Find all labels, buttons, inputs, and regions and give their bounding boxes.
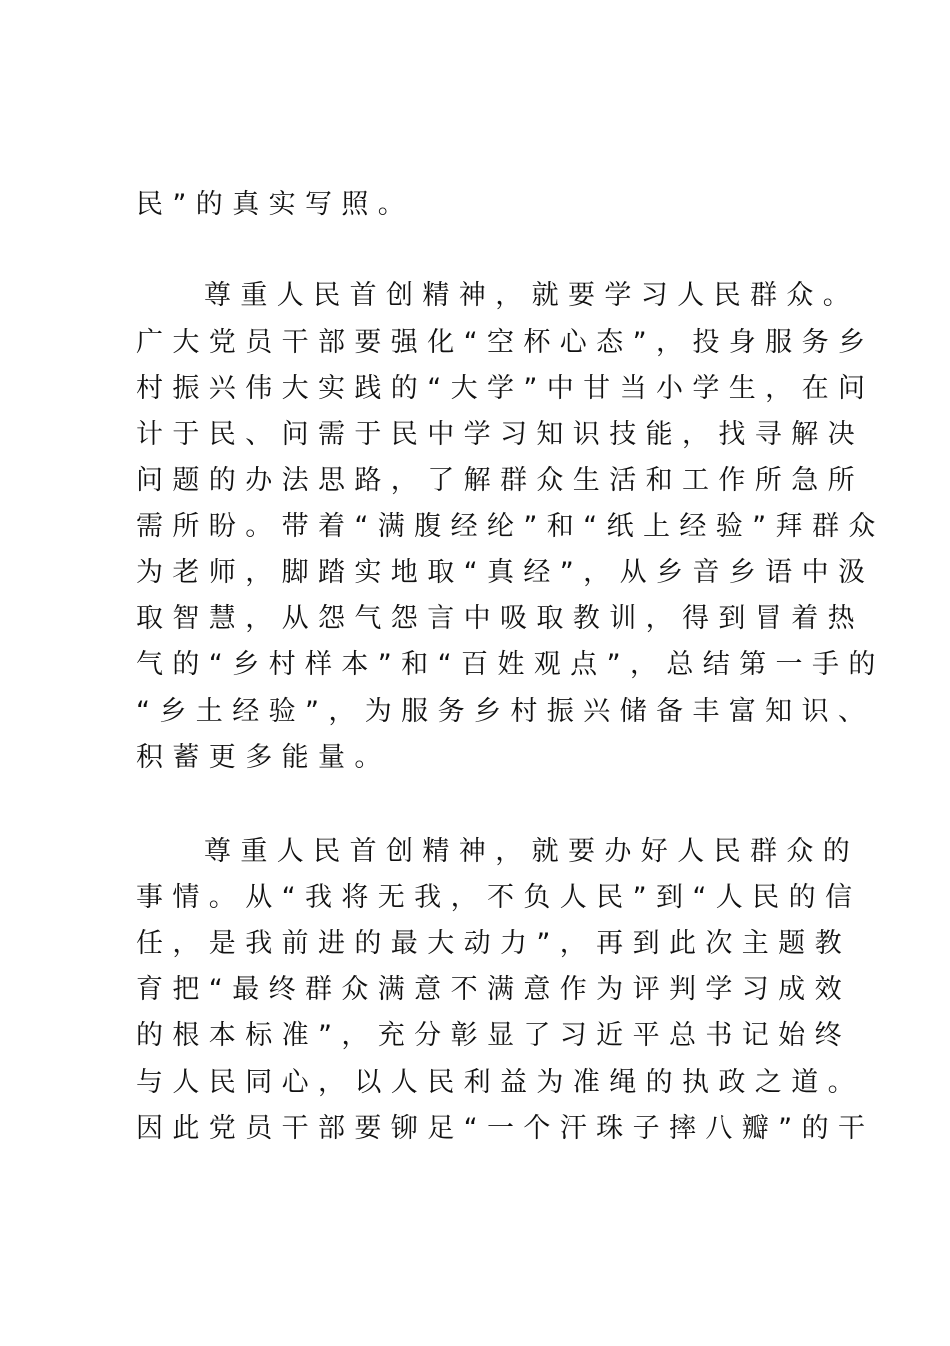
paragraph-line: 因此党员干部要铆足“一个汗珠子摔八瓣”的干 xyxy=(136,1113,875,1144)
paragraph-line: 需所盼。带着“满腹经纶”和“纸上经验”拜群众 xyxy=(136,511,885,542)
paragraph-line: “乡土经验”，为服务乡村振兴储备丰富知识、 xyxy=(136,696,875,727)
paragraph-line: 问题的办法思路，了解群众生活和工作所急所 xyxy=(136,465,864,496)
paragraph-line: 为老师，脚踏实地取“真经”，从乡音乡语中汲 xyxy=(136,557,875,588)
paragraph-line: 育把“最终群众满意不满意作为评判学习成效 xyxy=(136,974,851,1005)
paragraph-line: 村振兴伟大实践的“大学”中甘当小学生，在问 xyxy=(136,373,875,404)
paragraph-line: 取智慧，从怨气怨言中吸取教训，得到冒着热 xyxy=(136,603,864,634)
paragraph-line: 尊重人民首创精神，就要办好人民群众的 xyxy=(204,836,860,867)
paragraph-line: 尊重人民首创精神，就要学习人民群众。 xyxy=(204,280,860,311)
paragraph-line: 民”的真实写照。 xyxy=(136,189,415,220)
paragraph-line: 事情。从“我将无我，不负人民”到“人民的信 xyxy=(136,882,862,913)
paragraph-line: 广大党员干部要强化“空杯心态”，投身服务乡 xyxy=(136,327,875,358)
paragraph-line: 计于民、问需于民中学习知识技能，找寻解决 xyxy=(136,419,864,450)
paragraph-line: 与人民同心，以人民利益为准绳的执政之道。 xyxy=(136,1067,864,1098)
paragraph-line: 积蓄更多能量。 xyxy=(136,742,391,773)
paragraph-line: 气的“乡村样本”和“百姓观点”，总结第一手的 xyxy=(136,649,885,680)
paragraph-line: 任，是我前进的最大动力”，再到此次主题教 xyxy=(136,928,851,959)
paragraph-line: 的根本标准”，充分彰显了习近平总书记始终 xyxy=(136,1020,851,1051)
